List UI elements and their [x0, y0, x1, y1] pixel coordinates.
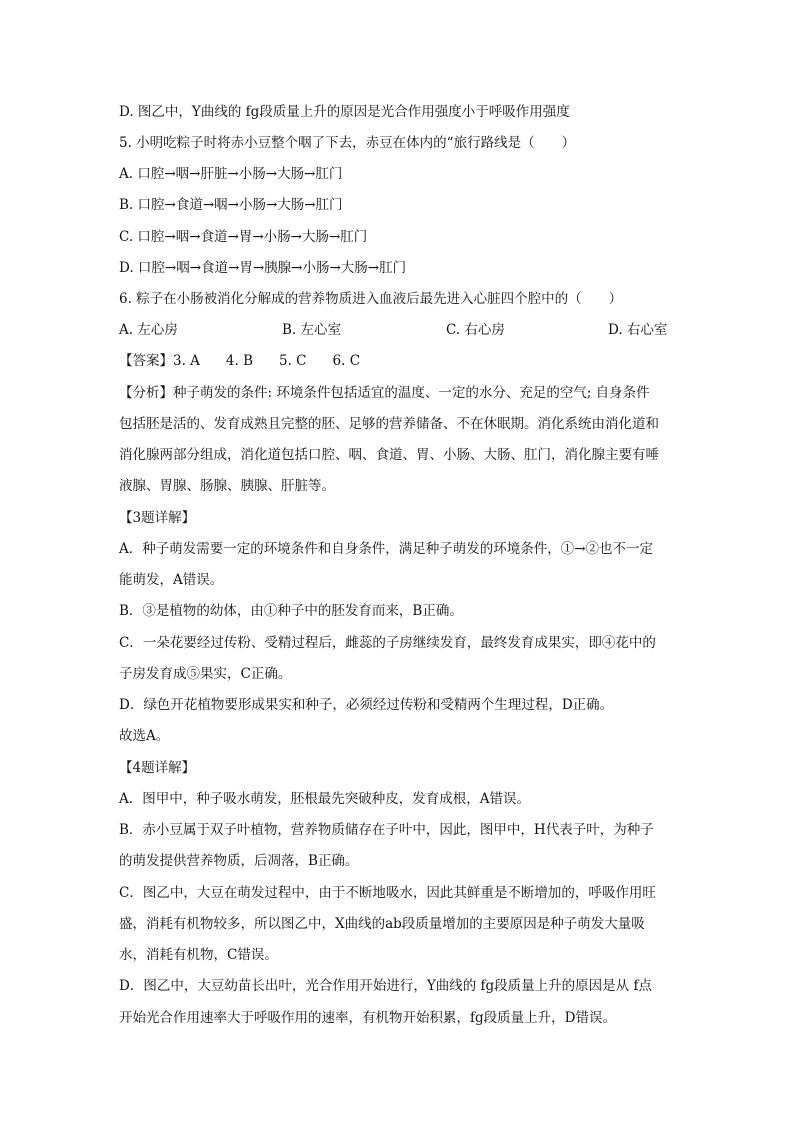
q6-option-b: B. 左心室 — [282, 322, 342, 338]
q4-detail-c-line-2: 盛，消耗有机物较多，所以图乙中，X曲线的ab段质量增加的主要原因是种子萌发大量吸 — [119, 916, 645, 932]
analysis-line-4: 液腺、胃腺、肠腺、胰腺、肝脏等。 — [119, 478, 335, 494]
q6-stem: 6. 粽子在小肠被消化分解成的营养物质进入血液后最先进入心脏四个腔中的（ ） — [119, 291, 623, 307]
q3-conclusion: 故选A。 — [119, 728, 170, 744]
q4-detail-c-line-3: 水，消耗有机物，C错误。 — [119, 947, 278, 963]
answer-label: 【答案】 — [119, 353, 173, 369]
q4-detail-b-line-2: 的萌发提供营养物质，后凋落，B正确。 — [119, 853, 359, 869]
q3-detail-c-line-1: C．一朵花要经过传粉、受精过程后，雌蕊的子房继续发育，最终发育成果实，即④花中的 — [119, 635, 656, 651]
q6-option-a: A. 左心房 — [119, 322, 178, 338]
q6-option-c: C. 右心房 — [446, 322, 505, 338]
analysis-line-2: 包括胚是活的、发育成熟且完整的胚、足够的营养储备、不在休眠期。消化系统由消化道和 — [119, 416, 659, 432]
q4-detail-heading: 【4题详解】 — [119, 760, 196, 776]
q3-detail-heading: 【3题详解】 — [119, 510, 196, 526]
analysis-line-1: 【分析】种子萌发的条件: 环境条件包括适宜的温度、一定的水分、充足的空气; 自身条件 — [119, 385, 650, 401]
q3-detail-b: B．③是植物的幼体，由①种子中的胚发育而来，B正确。 — [119, 603, 463, 619]
q5-stem: 5. 小明吃粽子时将赤小豆整个咽了下去，赤豆在体内的“旅行路线是（ ） — [119, 135, 576, 151]
q5-option-c: C. 口腔→咽→食道→胃→小肠→大肠→肛门 — [119, 229, 368, 245]
q3-detail-c-line-2: 子房发育成⑤果实，C正确。 — [119, 666, 292, 682]
q3-detail-d: D．绿色开花植物要形成果实和种子，必须经过传粉和受精两个生理过程，D正确。 — [119, 697, 614, 713]
q4-detail-b-line-1: B．赤小豆属于双子叶植物，营养物质储存在子叶中，因此，图甲中，H代表子叶，为种子 — [119, 822, 654, 838]
answer-item: 5. C — [279, 353, 307, 369]
q5-option-a: A. 口腔→咽→肝脏→小肠→大肠→肛门 — [119, 166, 343, 182]
answer-item: 6. C — [332, 353, 361, 369]
q4-detail-d-line-1: D．图乙中，大豆幼苗长出叶，光合作用开始进行，Y曲线的 fg段质量上升的原因是从 f点 — [119, 978, 652, 994]
q3-detail-a-line-1: A．种子萌发需要一定的环境条件和自身条件，满足种子萌发的环境条件，①→②也不一定 — [119, 541, 654, 557]
q4-detail-a: A．图甲中，种子吸水萌发，胚根最先突破种皮，发育成根，A错误。 — [119, 791, 530, 807]
q5-option-d: D. 口腔→咽→食道→胃→胰腺→小肠→大肠→肛门 — [119, 260, 407, 276]
q5-option-b: B. 口腔→食道→咽→小肠→大肠→肛门 — [119, 197, 343, 213]
q3-detail-a-line-2: 能萌发，A错误。 — [119, 572, 224, 588]
q6-option-d: D. 右心室 — [608, 322, 668, 338]
q4-option-d: D. 图乙中，Y曲线的 fg段质量上升的原因是光合作用强度小于呼吸作用强度 — [119, 104, 570, 120]
answer-item: 3. A — [173, 353, 200, 369]
q4-detail-c-line-1: C．图乙中，大豆在萌发过程中，由于不断地吸水，因此其鲜重是不断增加的，呼吸作用旺 — [119, 885, 656, 901]
answer-item: 4. B — [225, 353, 254, 369]
q4-detail-d-line-2: 开始光合作用速率大于呼吸作用的速率，有机物开始积累，fg段质量上升，D错误。 — [119, 1010, 616, 1026]
answer-line — [119, 351, 679, 371]
analysis-line-3: 消化腺两部分组成，消化道包括口腔、咽、食道、胃、小肠、大肠、肛门，消化腺主要有唾 — [119, 447, 659, 463]
